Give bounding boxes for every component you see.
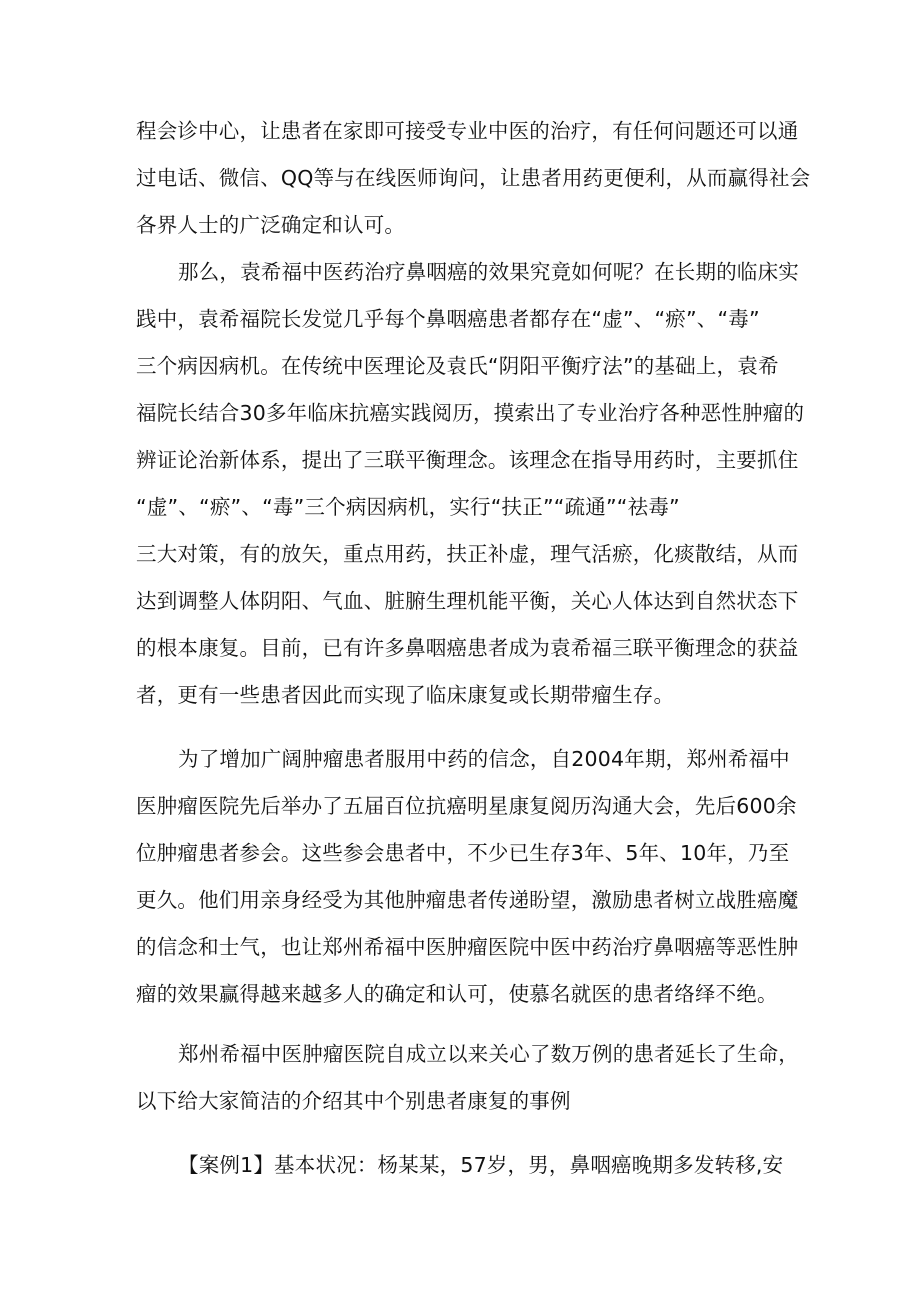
text-line: 更久。他们用亲身经受为其他肿瘤患者传递盼望，激励患者树立战胜癌魔 [136, 888, 799, 912]
text-line: 过电话、微信、QQ等与在线医师询问，让患者用药更便利，从而赢得社会 [136, 166, 811, 190]
text-line: 郑州希福中医肿瘤医院自成立以来关心了数万例的患者延长了生命， [178, 1042, 799, 1066]
text-line: 医肿瘤医院先后举办了五届百位抗癌明星康复阅历沟通大会，先后600余 [136, 794, 797, 818]
text-line: 三个病因病机。在传统中医理论及袁氏“阴阳平衡疗法”的基础上，袁希 [136, 354, 779, 378]
text-line: 【案例1】基本状况：杨某某，57岁，男，鼻咽癌晚期多发转移,安 [178, 1153, 784, 1177]
text-line: 以下给大家简洁的介绍其中个别患者康复的事例 [136, 1089, 571, 1113]
text-line: “虚”、“瘀”、“毒”三个病因病机，实行“扶正”“疏通”“祛毒” [136, 495, 680, 519]
text-line: 达到调整人体阴阳、气血、脏腑生理机能平衡，关心人体达到自然状态下 [136, 589, 799, 613]
text-line: 程会诊中心，让患者在家即可接受专业中医的治疗，有任何问题还可以通 [136, 119, 799, 143]
text-line: 福院长结合30多年临床抗癌实践阅历，摸索出了专业治疗各种恶性肿瘤的 [136, 401, 805, 425]
text-line: 位肿瘤患者参会。这些参会患者中，不少已生存3年、5年、10年，乃至 [136, 841, 790, 865]
text-line: 践中，袁希福院长发觉几乎每个鼻咽癌患者都存在“虚”、“瘀”、“毒” [136, 307, 760, 331]
text-line: 的根本康复。目前，已有许多鼻咽癌患者成为袁希福三联平衡理念的获益 [136, 636, 799, 660]
text-line: 的信念和士气，也让郑州希福中医肿瘤医院中医中药治疗鼻咽癌等恶性肿 [136, 935, 799, 959]
text-line: 辨证论治新体系，提出了三联平衡理念。该理念在指导用药时，主要抓住 [136, 448, 799, 472]
text-line: 各界人士的广泛确定和认可。 [136, 213, 406, 237]
text-line: 瘤的效果赢得越来越多人的确定和认可，使慕名就医的患者络绎不绝。 [136, 982, 778, 1006]
text-line: 者，更有一些患者因此而实现了临床康复或长期带瘤生存。 [136, 683, 675, 707]
text-line: 为了增加广阔肿瘤患者服用中药的信念，自2004年期，郑州希福中 [178, 747, 790, 771]
text-line: 那么，袁希福中医药治疗鼻咽癌的效果究竟如何呢？在长期的临床实 [178, 260, 799, 284]
text-line: 三大对策，有的放矢，重点用药，扶正补虚，理气活瘀，化痰散结，从而 [136, 542, 799, 566]
